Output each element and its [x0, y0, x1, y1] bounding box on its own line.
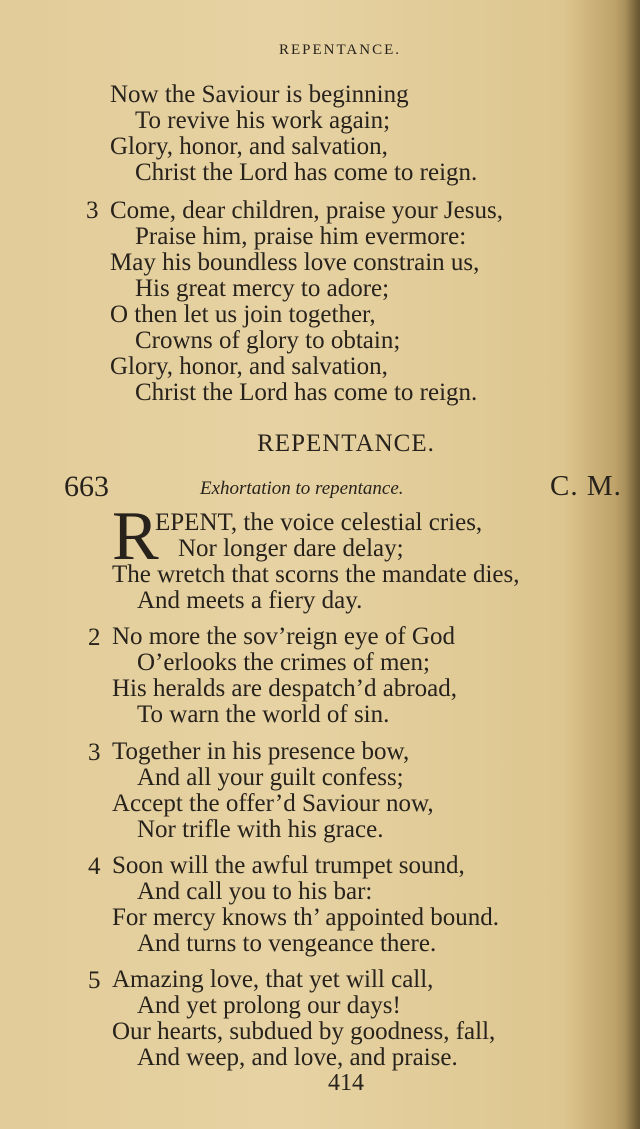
verse-line: No more the sov’reign eye of God: [112, 623, 455, 650]
stanza-number: 5: [88, 967, 101, 994]
section-title: REPENTANCE.: [257, 430, 435, 457]
hymn-number: 663: [64, 470, 109, 503]
verse-line: And call you to his bar:: [137, 878, 373, 905]
verse-line: To warn the world of sin.: [137, 701, 390, 728]
verse-line: Come, dear children, praise your Jesus,: [110, 197, 503, 224]
verse-line: Amazing love, that yet will call,: [112, 966, 434, 993]
verse-line: His great mercy to adore;: [135, 275, 390, 302]
verse-line: Christ the Lord has come to reign.: [135, 159, 478, 186]
verse-line: Praise him, praise him evermore:: [135, 223, 467, 250]
verse-line: For mercy knows th’ appointed bound.: [112, 904, 499, 931]
verse-line: And all your guilt confess;: [137, 764, 404, 791]
running-head: REPENTANCE.: [278, 42, 402, 58]
verse-line: Together in his presence bow,: [112, 738, 410, 765]
stanza-number: 2: [88, 624, 101, 651]
verse-line: Nor trifle with his grace.: [137, 816, 384, 843]
verse-line: Christ the Lord has come to reign.: [135, 379, 478, 406]
verse-line: Nor longer dare delay;: [178, 535, 404, 562]
verse-line: EPENT, the voice celestial cries,: [155, 509, 483, 536]
stanza-number: 3: [86, 197, 99, 224]
verse-line: Crowns of glory to obtain;: [135, 327, 401, 354]
verse-line: Glory, honor, and salvation,: [110, 133, 388, 160]
verse-line: His heralds are despatch’d abroad,: [112, 675, 457, 702]
verse-line: O then let us join together,: [110, 301, 376, 328]
verse-line: And meets a fiery day.: [137, 587, 363, 614]
verse-line: O’erlooks the crimes of men;: [137, 649, 430, 676]
verse-line: Soon will the awful trumpet sound,: [112, 852, 465, 879]
drop-cap: R: [112, 498, 159, 575]
page-number: 414: [328, 1070, 364, 1096]
verse-line: The wretch that scorns the mandate dies,: [112, 561, 520, 588]
page-edge-shadow: [626, 0, 640, 1129]
verse-line: Accept the offer’d Saviour now,: [112, 790, 434, 817]
verse-line: Glory, honor, and salvation,: [110, 353, 388, 380]
verse-line: And weep, and love, and praise.: [137, 1044, 458, 1071]
verse-line: And yet prolong our days!: [137, 992, 401, 1019]
verse-line: Our hearts, subdued by goodness, fall,: [112, 1018, 496, 1045]
hymn-meter: C. M.: [550, 470, 622, 502]
verse-line: And turns to vengeance there.: [137, 930, 437, 957]
verse-line: Now the Saviour is beginning: [110, 81, 409, 108]
verse-line: May his boundless love constrain us,: [110, 249, 480, 276]
hymn-subtitle: Exhortation to repentance.: [200, 478, 404, 499]
verse-line: To revive his work again;: [135, 107, 391, 134]
stanza-number: 4: [88, 853, 101, 880]
stanza-number: 3: [88, 739, 101, 766]
